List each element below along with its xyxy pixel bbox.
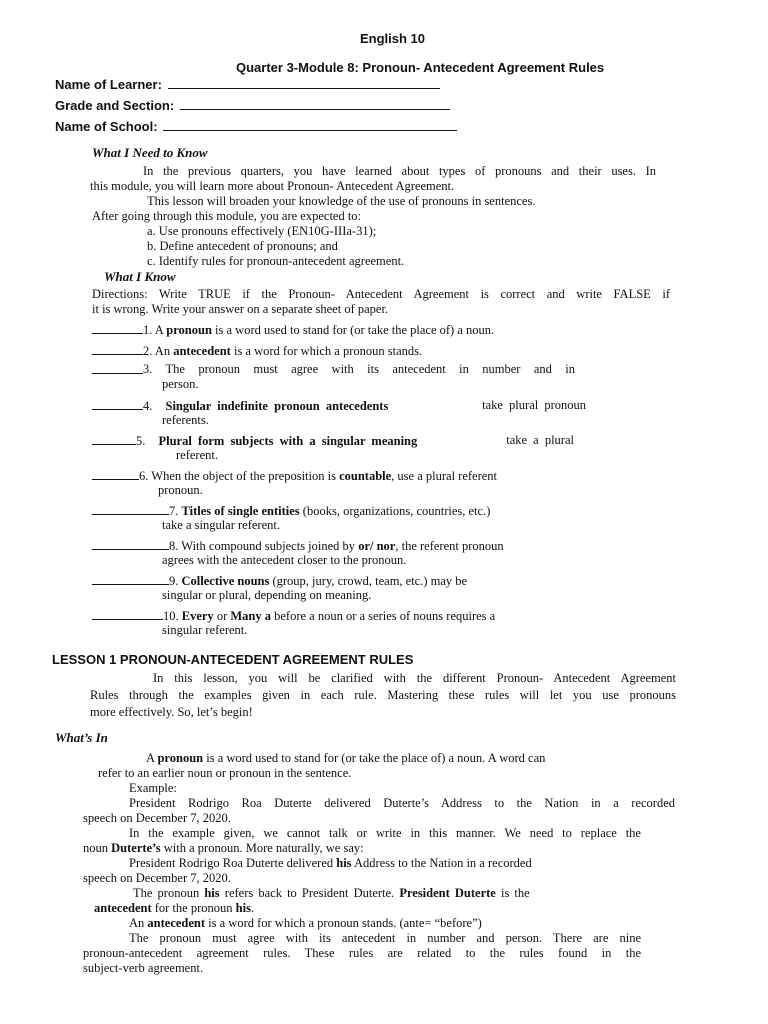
answer-blank[interactable] xyxy=(92,503,169,515)
school-name-line xyxy=(163,119,457,131)
example-sentence: President Rodrigo Roa Duterte delivered Duterte’s Address to the Nation in a recorded xyxy=(129,796,675,810)
whats-in-text: In the example given, we cannot talk or write in this manner. We need to replace the xyxy=(129,826,641,840)
grade-section-label: Grade and Section: xyxy=(55,98,175,113)
whats-in-text: The pronoun his refers back to President Duterte. President Duterte is the xyxy=(133,886,530,900)
grade-section-field[interactable] xyxy=(55,98,450,113)
quiz-item-5: 5. Plural form subjects with a singular meaning take a plural xyxy=(92,433,574,449)
school-name-label: Name of School: xyxy=(55,119,158,134)
whats-in-text: antecedent for the pronoun his. xyxy=(94,901,255,915)
quiz-item-3-cont: person. xyxy=(162,377,199,391)
quiz-item-4: 4. Singular indefinite pronoun antecedents take plural pronoun xyxy=(92,398,586,414)
lesson-title: LESSON 1 PRONOUN-ANTECEDENT AGREEMENT RULES xyxy=(52,652,414,667)
learner-name-line xyxy=(168,77,440,89)
answer-blank[interactable] xyxy=(92,608,163,620)
whats-in-text: pronoun-antecedent agreement rules. These rules are related to the rules found in the xyxy=(83,946,641,960)
answer-blank[interactable] xyxy=(92,433,136,445)
quiz-item-1: 1. A pronoun is a word used to stand for (or take the place of) a noun. xyxy=(92,322,494,338)
quiz-item-9-cont: singular or plural, depending on meaning. xyxy=(162,588,372,602)
lesson-intro-line: Rules through the examples given in each rule. Mastering these rules will let you use pronouns xyxy=(90,688,676,702)
whats-in-text: subject-verb agreement. xyxy=(83,961,204,975)
quiz-item-4-cont: referents. xyxy=(162,413,209,427)
directions-text: Directions: Write TRUE if the Pronoun- Antecedent Agreement is correct and write FALSE if xyxy=(92,287,670,301)
quiz-item-5-cont: referent. xyxy=(176,448,218,462)
quiz-item-9: 9. Collective nouns (group, jury, crowd, team, etc.) may be xyxy=(92,573,467,589)
whats-in-text: An antecedent is a word for which a pronoun stands. (ante= “before”) xyxy=(129,916,482,930)
quiz-item-8-cont: agrees with the antecedent closer to the pronoun. xyxy=(162,553,407,567)
answer-blank[interactable] xyxy=(92,362,143,374)
answer-blank[interactable] xyxy=(92,538,169,550)
answer-blank[interactable] xyxy=(92,343,143,355)
subject-title: English 10 xyxy=(360,31,426,46)
whats-in-text: The pronoun must agree with its antecedent in number and person. There are nine xyxy=(129,931,641,945)
lesson-intro-line: more effectively. So, let’s begin! xyxy=(90,705,253,719)
learner-name-label: Name of Learner: xyxy=(55,77,162,92)
example-label: Example: xyxy=(129,781,177,795)
example-sentence: speech on December 7, 2020. xyxy=(83,871,231,885)
objective-item: a. Use pronouns effectively (EN10G-IIIa-31); xyxy=(147,224,377,238)
example-sentence: speech on December 7, 2020. xyxy=(83,811,231,825)
quiz-item-2: 2. An antecedent is a word for which a pronoun stands. xyxy=(92,343,422,359)
lesson-intro-line: In this lesson, you will be clarified with the different Pronoun- Antecedent Agreement xyxy=(153,671,676,685)
intro-text-line: this module, you will learn more about Pronoun- Antecedent Agreement. xyxy=(90,179,455,193)
directions-text: it is wrong. Write your answer on a separate sheet of paper. xyxy=(92,302,389,316)
intro-text-line: This lesson will broaden your knowledge of the use of pronouns in sentences. xyxy=(147,194,536,208)
quiz-item-3: 3. The pronoun must agree with its antecedent in number and in xyxy=(92,362,575,378)
intro-text-line: In the previous quarters, you have learned about types of pronouns and their uses. In xyxy=(143,164,656,178)
learner-name-field[interactable] xyxy=(55,77,440,92)
quiz-item-7-cont: take a singular referent. xyxy=(162,518,280,532)
answer-blank[interactable] xyxy=(92,468,139,480)
section-heading-what-i-know: What I Know xyxy=(104,269,176,284)
whats-in-text: A pronoun is a word used to stand for (or take the place of) a noun. A word can xyxy=(146,751,546,765)
whats-in-text: noun Duterte’s with a pronoun. More naturally, we say: xyxy=(83,841,364,855)
module-title: Quarter 3-Module 8: Pronoun- Antecedent Agreement Rules xyxy=(236,60,605,75)
quiz-item-7: 7. Titles of single entities (books, organizations, countries, etc.) xyxy=(92,503,490,519)
objective-item: c. Identify rules for pronoun-antecedent agreement. xyxy=(147,254,405,268)
section-heading-need-to-know: What I Need to Know xyxy=(92,145,208,160)
quiz-item-8: 8. With compound subjects joined by or/ nor, the referent pronoun xyxy=(92,538,504,554)
answer-blank[interactable] xyxy=(92,573,169,585)
quiz-item-6: 6. When the object of the preposition is countable, use a plural referent xyxy=(92,468,497,484)
answer-blank[interactable] xyxy=(92,398,143,410)
whats-in-text: refer to an earlier noun or pronoun in the sentence. xyxy=(98,766,352,780)
school-name-field[interactable] xyxy=(55,119,457,134)
objective-item: b. Define antecedent of pronouns; and xyxy=(147,239,338,253)
quiz-item-10: 10. Every or Many a before a noun or a series of nouns requires a xyxy=(92,608,495,624)
quiz-item-6-cont: pronoun. xyxy=(158,483,203,497)
quiz-item-10-cont: singular referent. xyxy=(162,623,248,637)
grade-section-line xyxy=(180,98,450,110)
example-sentence: President Rodrigo Roa Duterte delivered his Address to the Nation in a recorded xyxy=(129,856,532,870)
section-heading-whats-in: What’s In xyxy=(55,730,108,745)
answer-blank[interactable] xyxy=(92,322,143,334)
intro-text-line: After going through this module, you are expected to: xyxy=(92,209,362,223)
